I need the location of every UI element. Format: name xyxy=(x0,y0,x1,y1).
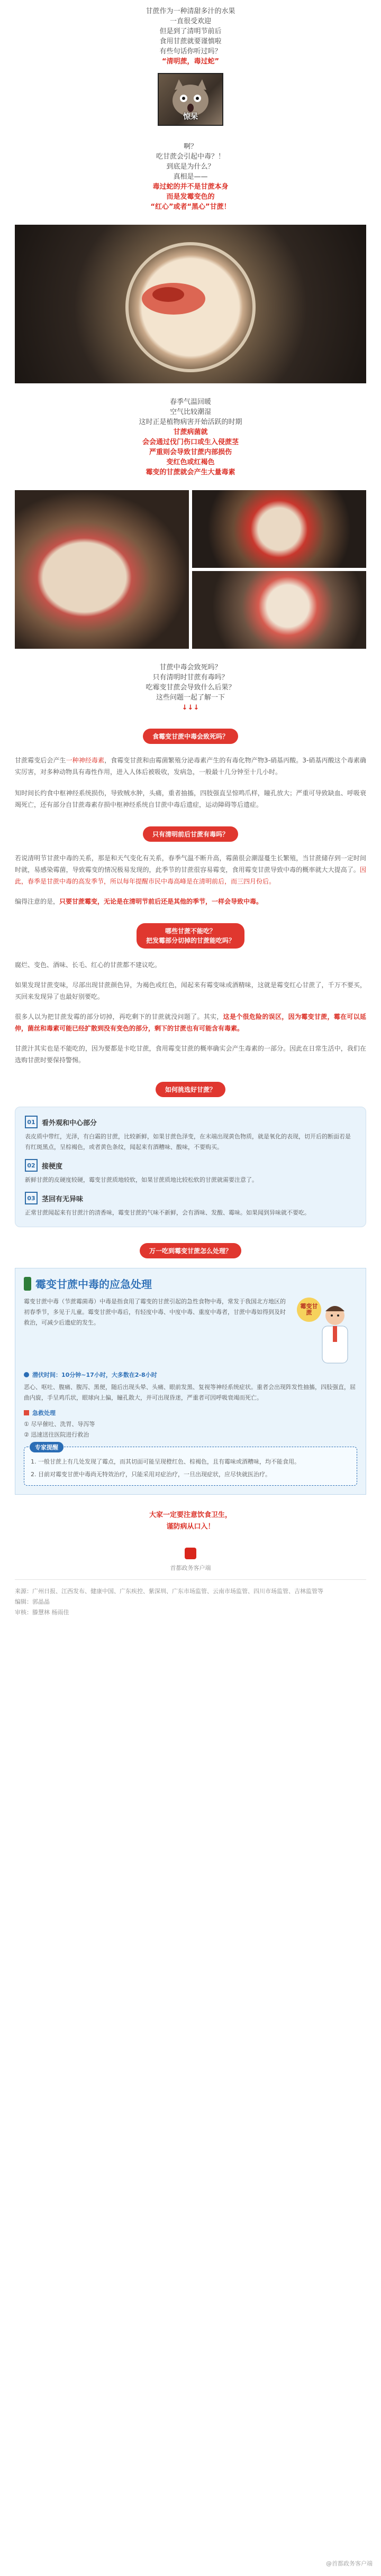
brand-logo-icon xyxy=(185,1548,196,1559)
footer-logo-row xyxy=(0,1548,381,1572)
expert-label: 专家提醒 xyxy=(30,1442,64,1452)
poster-badge: 霉变甘蔗 xyxy=(297,1298,321,1322)
para-signs: 腐烂、变色、酒味、长毛、红心的甘蔗都不建议吃。 xyxy=(15,961,161,969)
truth-red-line: “红心”或者“黑心”甘蔗！ xyxy=(150,203,231,211)
aid-step: ② 迅速送往医院进行救治 xyxy=(24,1431,89,1438)
meme-caption: 惊呆 xyxy=(183,113,198,121)
footer-credits xyxy=(0,1580,381,1618)
doctor-illustration xyxy=(294,1296,357,1365)
aid-step: ① 尽早催吐、洗胃、导泻等 xyxy=(24,1421,95,1428)
tips-card xyxy=(15,1107,366,1227)
intro-line: 甘蔗作为一种清甜多汁的水果 xyxy=(146,7,235,15)
section-truth xyxy=(0,142,381,212)
sugarcane-cross-section-icon xyxy=(15,225,366,383)
tip-text: 新鲜甘蔗的皮硬度较硬，霉变甘蔗质地较软，如果甘蔗质地比较松软的甘蔗就需要注意了。 xyxy=(25,1176,258,1183)
truth-line: 啊？ xyxy=(183,143,197,151)
expert-tip: 1. 一般甘蔗上有几处发现了霉点，而其切面可能呈现橙红色、棕褐色，且有霉味或酒糟味，均不能食用。 xyxy=(31,1458,300,1465)
tip-text: 表皮质中带红，光泽，有白霜的甘蔗，比较新鲜，如果甘蔗色泽变，在末端出现黄色物质，就是氧化的表现，切开后的断面若是有红斑黑点，呈棕褐色，或者黄色条纹，闻起来有酒糟味、酸味，不要购买。 xyxy=(25,1133,351,1151)
section-cause xyxy=(0,397,381,477)
expert-box xyxy=(24,1444,357,1486)
tip-text: 正常甘蔗闻起来有甘蔗汁的清香味，霉变甘蔗的气味不新鲜，会有酒味、发酸、霉味。如果闻到异味就不要吃。 xyxy=(25,1209,310,1216)
intro-quote: “清明蔗，毒过蛇” xyxy=(161,58,220,66)
truth-red-line: 毒过蛇的并不是甘蔗本身 xyxy=(152,183,229,191)
intro-line: 但是到了清明节前后 xyxy=(159,27,222,35)
poster-title-row xyxy=(24,1276,357,1291)
intro-line: 一直很受欢迎 xyxy=(169,17,211,25)
moldy-sugarcane-photo xyxy=(15,225,366,383)
para-symptoms: 知时间长约食中枢神经系统损伤，导致贼水肿，头痛，重者抽搐，四肢强直呈惊鸣爪样，瞳孔放大；严重可导致缺血、呼吸衰竭死亡，还有部分自甘蔗毒素存损中枢神经系统自甘蔗中毒后遗症，运动障碍等后遗症。 xyxy=(15,789,366,808)
footer-reviewer: 审核：滕慧林 杨雨佳 xyxy=(15,1609,69,1616)
symptom-text: 恶心、呕吐、腹痛、腹泻、黑便，随后出现头晕、头痛、眼前发黑、复视等神经系统症状。重者会出现阵发性抽搐，四肢强直，屈曲内旋，手呈鸡爪状，眼球向上偏，瞳孔散大，并可出现昏迷，严重者可因呼吸衰竭而死亡。 xyxy=(24,1384,356,1401)
question-line: 吃霉变甘蔗会导致什么后果？ xyxy=(146,684,235,692)
para-juice: 甘蔗汁其实也是不能吃的，因为要都是卡吃甘蔗，食用霉变甘蔗的概率确实会产生毒素的一部分。因此在日常生活中，我们在选购甘蔗时要保持警惕。 xyxy=(15,1045,366,1064)
intro-line: 有些句话你听过吗？ xyxy=(159,48,222,56)
cause-line: 这时正是植物病害开始活跃的时期 xyxy=(139,418,242,426)
expert-tip: 2. 目前对霉变甘蔗中毒尚无特效治疗，只能采用对症治疗，一旦出现症状，应尽快就医治疗。 xyxy=(31,1471,271,1478)
question-line: 只有清明时甘蔗有毒吗？ xyxy=(152,674,229,682)
symptom-label-row xyxy=(24,1370,357,1379)
para-season: 若说清明节甘蔗中毒的关系，那是和天气变化有关系，春季气温不断升高，霉菌很会潮湿蔓生长繁殖，当甘蔗储存到一定时间时就，易感染霉菌，导致霉变的情况极易发现的，此季节的甘蔗很容易霉变，食用霉变甘蔗导致中毒的概率就大大提高了。因此，春季是甘蔗中毒的高发季节，所以每年提醒市民中毒高峰是在清明前后，而三四月份后。 xyxy=(15,854,366,885)
poster-intro: 霉变甘蔗中毒（节蔗霉菌毒）中毒是指食用了霉变的甘蔗引起的急性食物中毒，常发于我国北方地区的初春季节，多见于儿童。霉变甘蔗中毒后，有轻度中毒、中度中毒、重度中毒者，甘蔗中毒如得到及时救治，可减少后遗症的发生。 xyxy=(24,1298,286,1326)
tip-item: 02 接梗度 xyxy=(25,1159,356,1172)
footer-editor: 编辑：郭晶晶 xyxy=(15,1598,50,1605)
para-toxin: 甘蔗霉变后会产生一种神经毒素，食霉变甘蔗和由霉菌繁殖分泌毒素产生的有毒化物产物3-硝基丙酸。3-硝基丙酸这个毒素确实厉害，对多种动物具有毒性作用，进入人体后被吸收，发病急，一般最十几分钟至十几小时。 xyxy=(15,757,366,776)
intro-poem xyxy=(0,0,381,67)
truth-line: 到底是为什么？ xyxy=(166,163,215,171)
truth-line: 真相是—— xyxy=(173,173,208,181)
incubation-label: 潜伏时间：10分钟~17小时，大多数在2-8小时 xyxy=(32,1372,157,1378)
closing-message: 大家一定要注意饮食卫生， 谨防病从口入！ xyxy=(149,1511,232,1531)
heading-qingming: 只有清明前后甘蔗有毒吗？ xyxy=(143,826,238,842)
cause-red-line: 会会通过伐门伤口或生入侵蔗茎 xyxy=(142,438,239,446)
medical-cross-icon xyxy=(24,1410,29,1415)
first-aid-label-row xyxy=(24,1409,357,1417)
moldy-photo-grid xyxy=(15,490,366,649)
watermark: @首都政务客户端 xyxy=(326,2560,373,2567)
poster-title: 霉变甘蔗中毒的应急处理 xyxy=(35,1278,152,1291)
footer-source: 来源：广州日报、江西发布、健康中国、广东疾控、紫深圳、广东市场监管、云南市场监管、四川市场监管、吉林监管等 xyxy=(15,1588,323,1595)
emergency-poster xyxy=(15,1268,366,1495)
tip-number: 02 xyxy=(25,1159,38,1172)
heading-how-to-choose: 如何挑选好甘蔗？ xyxy=(156,1082,225,1097)
question-line: 这些问题一起了解一下 xyxy=(156,694,225,702)
heading-fatal: 食霉变甘蔗中毒会致死吗？ xyxy=(143,729,238,744)
cause-red-line: 甘蔗病菌就 xyxy=(173,428,208,436)
para-any-season: 编得注意的是，只要甘蔗霉变，无论是在清明节前后还是其他的季节，一样会导致中毒。 xyxy=(15,898,263,905)
photo-cane-top xyxy=(192,490,366,568)
truth-line: 吃甘蔗会引起中毒？！ xyxy=(156,153,225,161)
meme-image xyxy=(158,73,223,126)
tip-number: 01 xyxy=(25,1116,38,1128)
heading-which-not-eat: 哪些甘蔗不能吃？ 把发霉部分切掉的甘蔗能吃吗？ xyxy=(137,923,244,949)
footer-brand: 首都政务客户端 xyxy=(170,1565,211,1571)
sugarcane-icon xyxy=(24,1277,31,1291)
cause-red-line: 霉变的甘蔗就会产生大量毒素 xyxy=(146,468,235,476)
cause-line: 春季气温回暖 xyxy=(169,398,211,406)
cause-line: 空气比较潮湿 xyxy=(169,408,211,416)
first-aid-label: 急救处理 xyxy=(32,1410,56,1416)
cause-red-line: 变红色或红褐色 xyxy=(166,458,215,466)
heading-emergency: 万一吃到霉变甘蔗怎么处理？ xyxy=(140,1243,241,1258)
para-red-heart: 如果发现甘蔗变味，尽部出现甘蔗颜色异，为褐色或红色，闻起来有霉变味或酒精味，这就是霉变红心甘蔗了，千万不要买，买回来发现异了也最好别要吃。 xyxy=(15,981,366,1000)
photo-cane-bottom xyxy=(192,571,366,649)
photo-split-cane xyxy=(15,490,189,649)
para-cut-myth: 很多人以为把甘蔗发霉的部分切掉，再吃剩下的甘蔗就没问题了。其实，这是个很危险的误区，因为霉变甘蔗，霉在可以延伸，菌丝和毒素可能已经扩散到没有变色的部分，剩下的甘蔗也有可能含有毒素。 xyxy=(15,1013,366,1032)
question-line: 甘蔗中毒会致死吗？ xyxy=(159,664,222,671)
intro-line: 食用甘蔗就要谨慎啦 xyxy=(159,38,222,45)
truth-red-line: 而是发霉变色的 xyxy=(166,193,215,201)
down-arrows: ↓↓↓ xyxy=(182,704,199,712)
cause-red-line: 严重则会导致甘蔗内部损伤 xyxy=(149,448,232,456)
section-questions xyxy=(0,663,381,713)
tip-number: 03 xyxy=(25,1192,38,1204)
tip-item: 03 茎回有无异味 xyxy=(25,1192,356,1204)
tip-item: 01 看外观和中心部分 xyxy=(25,1116,356,1128)
clock-icon xyxy=(24,1372,29,1377)
